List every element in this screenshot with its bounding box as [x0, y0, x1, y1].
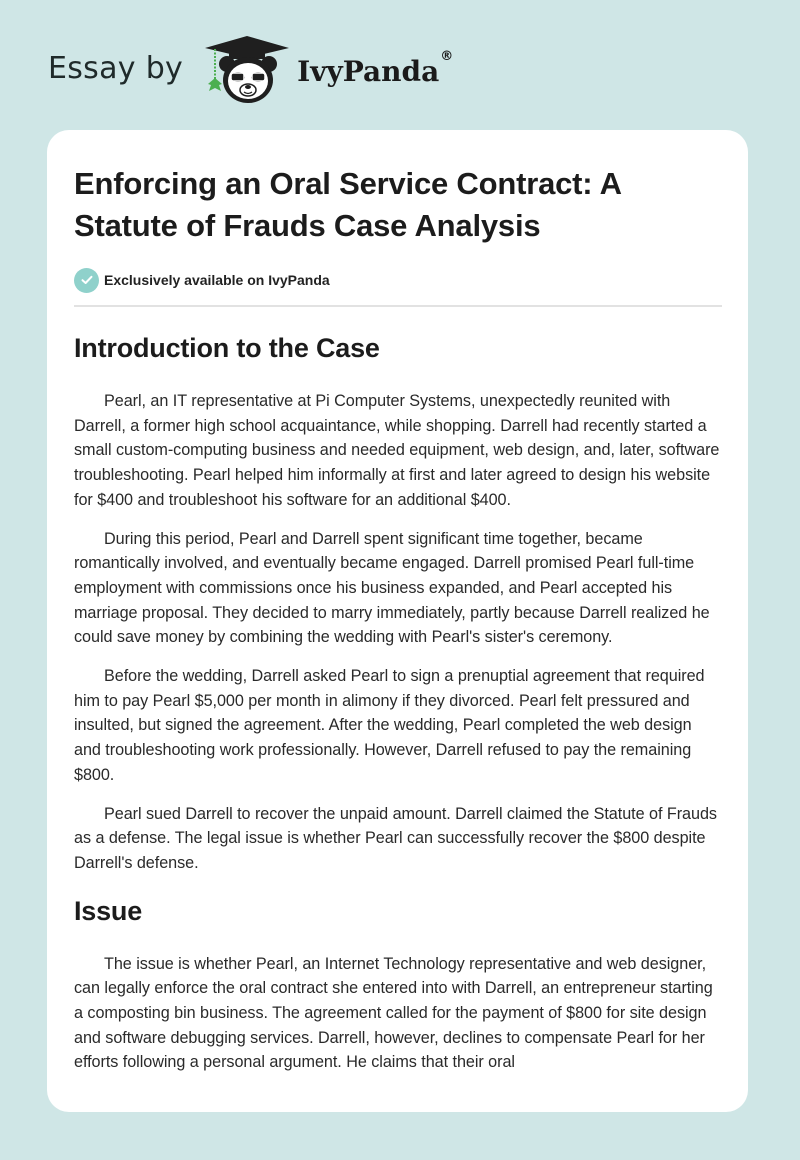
- section-heading: Introduction to the Case: [74, 333, 380, 363]
- section-issue: [74, 894, 722, 1076]
- paragraph: The issue is whether Pearl, an Internet Technology representative and web designer, can legally enforce the oral contract she entered into with Darrell, an entrepreneur starting a composting bin business. The agreement called for the payment of $800 for site design and software debugging services. Darrell, however, declines to compensate Pearl for her efforts following a personal argument. He claims that their oral: [74, 954, 713, 1072]
- registered-mark: ®: [440, 48, 454, 64]
- paragraph: Before the wedding, Darrell asked Pearl to sign a prenuptial agreement that required him to pay Pearl $5,000 per month in alimony if they divorced. Pearl felt pressured and insulted, but signed the agreement. After the wedding, Pearl completed the web design and troubleshooting work professionally. However, Darrell refused to pay the remaining $800.: [74, 667, 705, 784]
- essay-card: [47, 130, 748, 1112]
- exclusive-badge: [74, 267, 722, 293]
- brand-name[interactable]: [297, 48, 454, 88]
- site-header: [48, 34, 453, 106]
- paragraph: Pearl, an IT representative at Pi Computer Systems, unexpectedly reunited with Darrell, a former high school acquaintance, while shopping. Darrell had recently started a small custom-computing business and needed equipment, web design, and, later, software troubleshooting. Pearl helped him informally at first and later agreed to design his website for $400 and troubleshoot his software for an additional $400.: [74, 392, 720, 509]
- brand-prefix: Essay by: [48, 50, 184, 86]
- panda-graduate-icon[interactable]: [203, 34, 291, 106]
- page-title: Enforcing an Oral Service Contract: A Statute of Frauds Case Analysis: [74, 166, 621, 243]
- paragraph: During this period, Pearl and Darrell spent significant time together, became romantically involved, and eventually became engaged. Darrell promised Pearl full-time employment with commissions once his business expanded, and Pearl accepted his marriage proposal. They decided to marry immediately, partly because Darrell realized he could save money by combining the wedding with Pearl's sister's ceremony.: [74, 529, 710, 647]
- section-heading: Issue: [74, 895, 143, 926]
- brand-name-text: IvyPanda: [297, 54, 440, 88]
- paragraph: Pearl sued Darrell to recover the unpaid amount. Darrell claimed the Statute of Frauds as a defense. The legal issue is whether Pearl can successfully recover the $800 despite Darrell's defense.: [74, 804, 717, 872]
- check-circle-icon: [74, 268, 99, 293]
- essay-content: [74, 163, 722, 1075]
- title-divider: [74, 305, 722, 307]
- exclusive-label: Exclusively available on IvyPanda: [104, 272, 330, 288]
- section-introduction: [74, 331, 722, 876]
